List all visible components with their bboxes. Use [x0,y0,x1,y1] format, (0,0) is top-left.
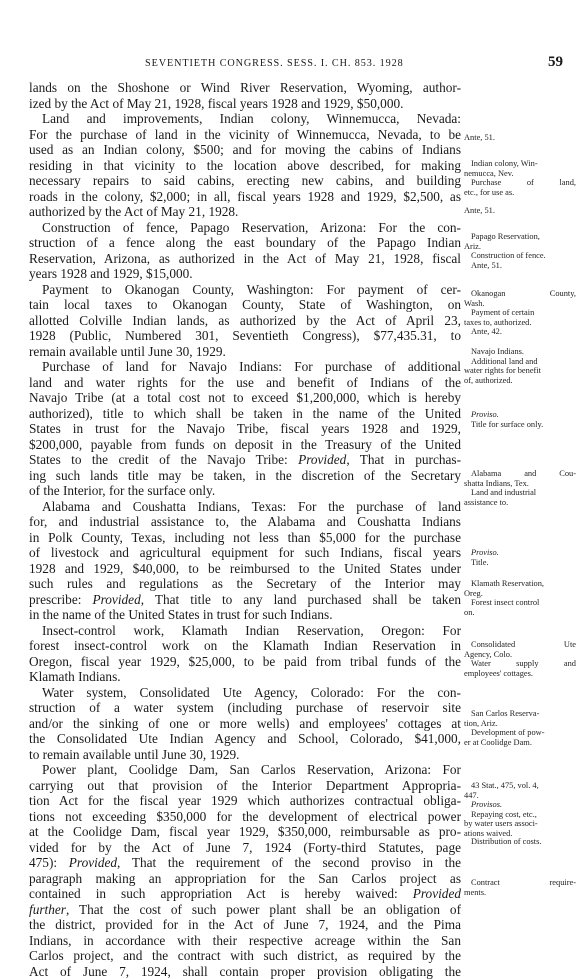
body-line: at the Coolidge Dam, fiscal year 1929, $350,000, reimbursable as pro- [29,824,461,840]
margin-note-line: Title. [464,558,576,568]
margin-note-line: Land and industrial [464,488,576,498]
margin-note-line: on. [464,608,576,618]
body-line: lands on the Shoshone or Wind River Reservation, Wyoming, author- [29,80,461,96]
body-line: Alabama and Coushatta Indians, Texas: For the purchase of land [29,499,461,515]
margin-note-line: taxes to, authorized. [464,318,576,328]
body-line: struction of a fence along the east boundary of the Papago Indian [29,235,461,251]
margin-note-line: 447. [464,791,576,801]
margin-note-line: by water users associ- [464,819,576,829]
margin-note-line: 43 Stat., 475, vol. 4, [464,781,576,791]
margin-note-line: Water supply and [464,659,576,669]
body-line: Water system, Consolidated Ute Agency, Colorado: For the con- [29,685,461,701]
margin-note-line: Proviso. [464,548,576,558]
body-line: prescribe: Provided, That title to any land purchased shall be taken [29,592,461,608]
margin-note [464,133,576,143]
body-line: tions not exceeding $350,000 for the development of electrical power [29,809,461,825]
body-line: Purchase of land for Navajo Indians: For purchase of additional [29,359,461,375]
page-number: 59 [548,54,563,71]
margin-note-line: etc., for use as. [464,188,576,198]
margin-note-line: nemucca, Nev. [464,169,576,179]
margin-note [464,548,576,567]
body-line: the district, provided for in the Act of June 7, 1924, and the Pima [29,917,461,933]
body-line: tion Act for the fiscal year 1929 which authorizes contractual obliga- [29,793,461,809]
body-line: carrying out that provision of the Interior Department Appropria- [29,778,461,794]
body-line: of the Interior, for the surface only. [29,483,461,499]
margin-note-line: Proviso. [464,410,576,420]
body-line: used as an Indian colony, $500; and for moving the cabins of Indians [29,142,461,158]
body-line: struction of a water system (including purchase of reservoir site [29,700,461,716]
margin-note [464,159,576,197]
margin-note-line: Forest insect control [464,598,576,608]
running-header [0,58,586,78]
body-line: paragraph making an appropriation for the San Carlos project as [29,871,461,887]
margin-note-line: Wash. [464,299,576,309]
body-line: residing in that vicinity to the location above described, for making [29,158,461,174]
margin-note-line: Purchase of land, [464,178,576,188]
margin-note-line: Distribution of costs. [464,837,576,847]
body-line: 475): Provided, That the requirement of the second proviso in the [29,855,461,871]
margin-note-line: Papago Reservation, [464,232,576,242]
body-line: for, and industrial assistance to, the Alabama and Coushatta Indians [29,514,461,530]
margin-note-line: Navajo Indians. [464,347,576,357]
margin-note [464,469,576,507]
margin-note [464,709,576,747]
margin-note [464,410,576,429]
margin-note-line: ments. [464,888,576,898]
margin-note [464,232,576,270]
margin-note-line: San Carlos Reserva- [464,709,576,719]
body-line: contained in such appropriation Act is hereby waived: Provided [29,886,461,902]
body-line: further, That the cost of such power plant shall be an obligation of [29,902,461,918]
body-line: land and water rights for the use and benefit of Indians of the [29,375,461,391]
body-line: ing such lands title may be taken, in the discretion of the Secretary [29,468,461,484]
body-line: in Polk County, Texas, including not less than $5,000 for the purchase [29,530,461,546]
margin-note-line: Klamath Reservation, [464,579,576,589]
body-line: years 1928 and 1929, $15,000. [29,266,461,282]
margin-note-line: Payment of certain [464,308,576,318]
margin-note-line: Development of pow- [464,728,576,738]
margin-note-line: Consolidated Ute [464,640,576,650]
margin-note-line: employees' cottages. [464,669,576,679]
margin-note-line: Ariz. [464,242,576,252]
margin-note-line: Okanogan County, [464,289,576,299]
margin-note-line: tion, Ariz. [464,719,576,729]
margin-note [464,206,576,216]
margin-note-line: Repaying cost, etc., [464,810,576,820]
body-line: to remain available until June 30, 1929. [29,747,461,763]
margin-note-line: Agency, Colo. [464,650,576,660]
body-line: such rules and regulations as the Secretary of the Interior may [29,576,461,592]
margin-note [464,579,576,617]
body-line: Carlos project, and the contract with such district, as required by the [29,948,461,964]
body-line: necessary repairs to said cabins, erecting new cabins, and building [29,173,461,189]
body-line: For the purchase of land in the vicinity of Winnemucca, Nevada, to be [29,127,461,143]
main-text-column [29,80,461,979]
body-line: the Consolidated Ute Indian Agency and School, Colorado, $41,000, [29,731,461,747]
body-line: Navajo Tribe (at a total cost not to exceed $1,200,000, which is hereby [29,390,461,406]
body-line: forest insect-control work on the Klamath Indian Reservation in [29,638,461,654]
margin-note-line: Ante, 42. [464,327,576,337]
margin-note-line: shatta Indians, Tex. [464,479,576,489]
margin-note [464,347,576,385]
body-line: and/or the sinking of one or more wells) and employees' cottages at [29,716,461,732]
margin-note-line: er at Coolidge Dam. [464,738,576,748]
margin-note-line: Construction of fence. [464,251,576,261]
body-line: $200,000, payable from funds on deposit in the Treasury of the United [29,437,461,453]
body-line: authorized by the Act of May 21, 1928. [29,204,461,220]
body-line: Payment to Okanogan County, Washington: For payment of cer- [29,282,461,298]
margin-note-line: water rights for benefit [464,366,576,376]
margin-note-line: Ante, 51. [464,133,576,143]
margin-note [464,837,576,847]
body-line: Reservation, Arizona, as authorized in the Act of May 21, 1928, fiscal [29,251,461,267]
margin-note-line: ations waived. [464,829,576,839]
body-line: vided for by the Act of June 7, 1924 (Forty-third Statutes, page [29,840,461,856]
body-line: Act of June 7, 1924, shall contain proper provision obligating the [29,964,461,979]
margin-note-line: of, authorized. [464,376,576,386]
margin-note [464,289,576,337]
body-line: Oregon, fiscal year 1929, $25,000, to be paid from tribal funds of the [29,654,461,670]
margin-note-line: Title for surface only. [464,420,576,430]
margin-note-line: Alabama and Cou- [464,469,576,479]
body-line: States in trust for the Navajo Tribe, fiscal years 1928 and 1929, [29,421,461,437]
body-line: Klamath Indians. [29,669,461,685]
body-line: Construction of fence, Papago Reservation, Arizona: For the con- [29,220,461,236]
margin-note-line: Oreg. [464,589,576,599]
body-line: authorized), title to which shall be taken in the name of the United [29,406,461,422]
body-line: remain available until June 30, 1929. [29,344,461,360]
margin-note-line: Provisos. [464,800,576,810]
margin-note-line: Additional land and [464,357,576,367]
margin-note-line: Ante, 51. [464,206,576,216]
body-line: Power plant, Coolidge Dam, San Carlos Reservation, Arizona: For [29,762,461,778]
body-line: 1928 (Public, Numbered 301, Seventieth Congress), $77,435.31, to [29,328,461,344]
margin-note-line: Contract require- [464,878,576,888]
margin-note-line: assistance to. [464,498,576,508]
body-line: in the name of the United States in trust for such Indians. [29,607,461,623]
margin-note-line: Ante, 51. [464,261,576,271]
body-line: roads in the colony, $2,000; in all, fiscal years 1928 and 1929, $2,500, as [29,189,461,205]
body-line: Indians, in accordance with their respective acreage within the San [29,933,461,949]
running-head: SEVENTIETH CONGRESS. SESS. I. CH. 853. 1928 [145,58,404,69]
body-line: allotted Colville Indian lands, as authorized by the Act of April 23, [29,313,461,329]
body-line: Insect-control work, Klamath Indian Reservation, Oregon: For [29,623,461,639]
margin-note [464,878,576,897]
body-line: 1928 and 1929, $40,000, to be reimbursed to the United States under [29,561,461,577]
body-line: of livestock and agricultural equipment for such Indians, fiscal years [29,545,461,561]
body-line: ized by the Act of May 21, 1928, fiscal years 1928 and 1929, $50,000. [29,96,461,112]
margin-note [464,640,576,678]
body-line: tain local taxes to Okanogan County, State of Washington, on [29,297,461,313]
body-line: Land and improvements, Indian colony, Winnemucca, Nevada: [29,111,461,127]
body-line: States to the credit of the Navajo Tribe: Provided, That in purchas- [29,452,461,468]
margin-note-line: Indian colony, Win- [464,159,576,169]
margin-note [464,781,576,838]
